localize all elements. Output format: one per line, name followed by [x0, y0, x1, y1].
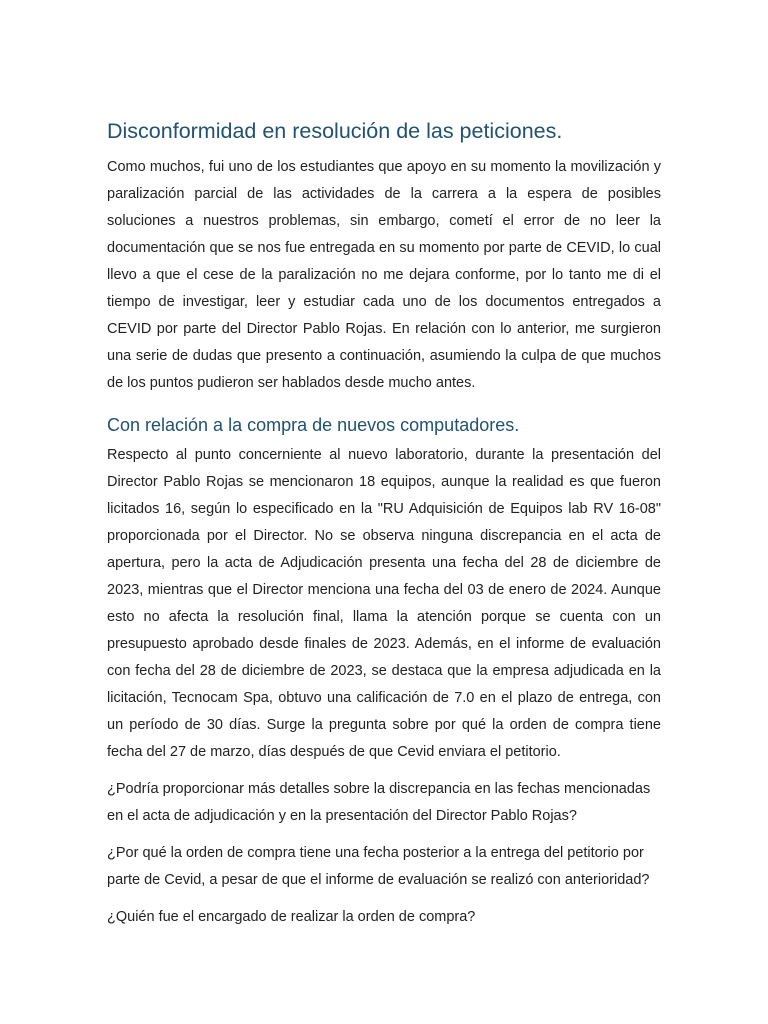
section-paragraph: Respecto al punto concerniente al nuevo laboratorio, durante la presentación del Director Pablo Rojas se mencionaron 18 equipos, aunque la realidad es que fueron licitados 16, según lo especificado en la "RU Adquisición de Equipos lab RV 16-08" proporcionada por el Director. No se observa ninguna discrepancia en el acta de apertura, pero la acta de Adjudicación presenta una fecha del 28 de diciembre de 2023, mientras que el Director menciona una fecha del 03 de enero de 2024. Aunque esto no afecta la resolución final, llama la atención porque se cuenta con un presupuesto aprobado desde finales de 2023. Además, en el informe de evaluación con fecha del 28 de diciembre de 2023, se destaca que la empresa adjudicada en la licitación, Tecnocam Spa, obtuvo una calificación de 7.0 en el plazo de entrega, con un período de 30 días. Surge la pregunta sobre por qué la orden de compra tiene fecha del 27 de marzo, días después de que Cevid enviara el petitorio. — [107, 447, 661, 760]
section-heading: Con relación a la compra de nuevos computadores. — [107, 415, 520, 435]
question-3: ¿Quién fue el encargado de realizar la orden de compra? — [107, 909, 476, 925]
intro-paragraph: Como muchos, fui uno de los estudiantes que apoyo en su momento la movilización y paralización parcial de las actividades de la carrera a la espera de posibles soluciones a nuestros problemas, sin embargo, cometí el error de no leer la documentación que se nos fue entregada en su momento por parte de CEVID, lo cual llevo a que el cese de la paralización no me dejara conforme, por lo tanto me di el tiempo de investigar, leer y estudiar cada uno de los documentos entregados a CEVID por parte del Director Pablo Rojas. En relación con lo anterior, me surgieron una serie de dudas que presento a continuación, asumiendo la culpa de que muchos de los puntos pudieron ser hablados desde mucho antes. — [107, 159, 661, 391]
main-heading: Disconformidad en resolución de las peticiones. — [107, 119, 563, 143]
question-2: ¿Por qué la orden de compra tiene una fecha posterior a la entrega del petitorio por parte de Cevid, a pesar de que el informe de evaluación se realizó con anterioridad? — [107, 845, 650, 888]
document-page — [107, 114, 661, 931]
question-1: ¿Podría proporcionar más detalles sobre la discrepancia en las fechas mencionadas en el acta de adjudicación y en la presentación del Director Pablo Rojas? — [107, 781, 651, 824]
